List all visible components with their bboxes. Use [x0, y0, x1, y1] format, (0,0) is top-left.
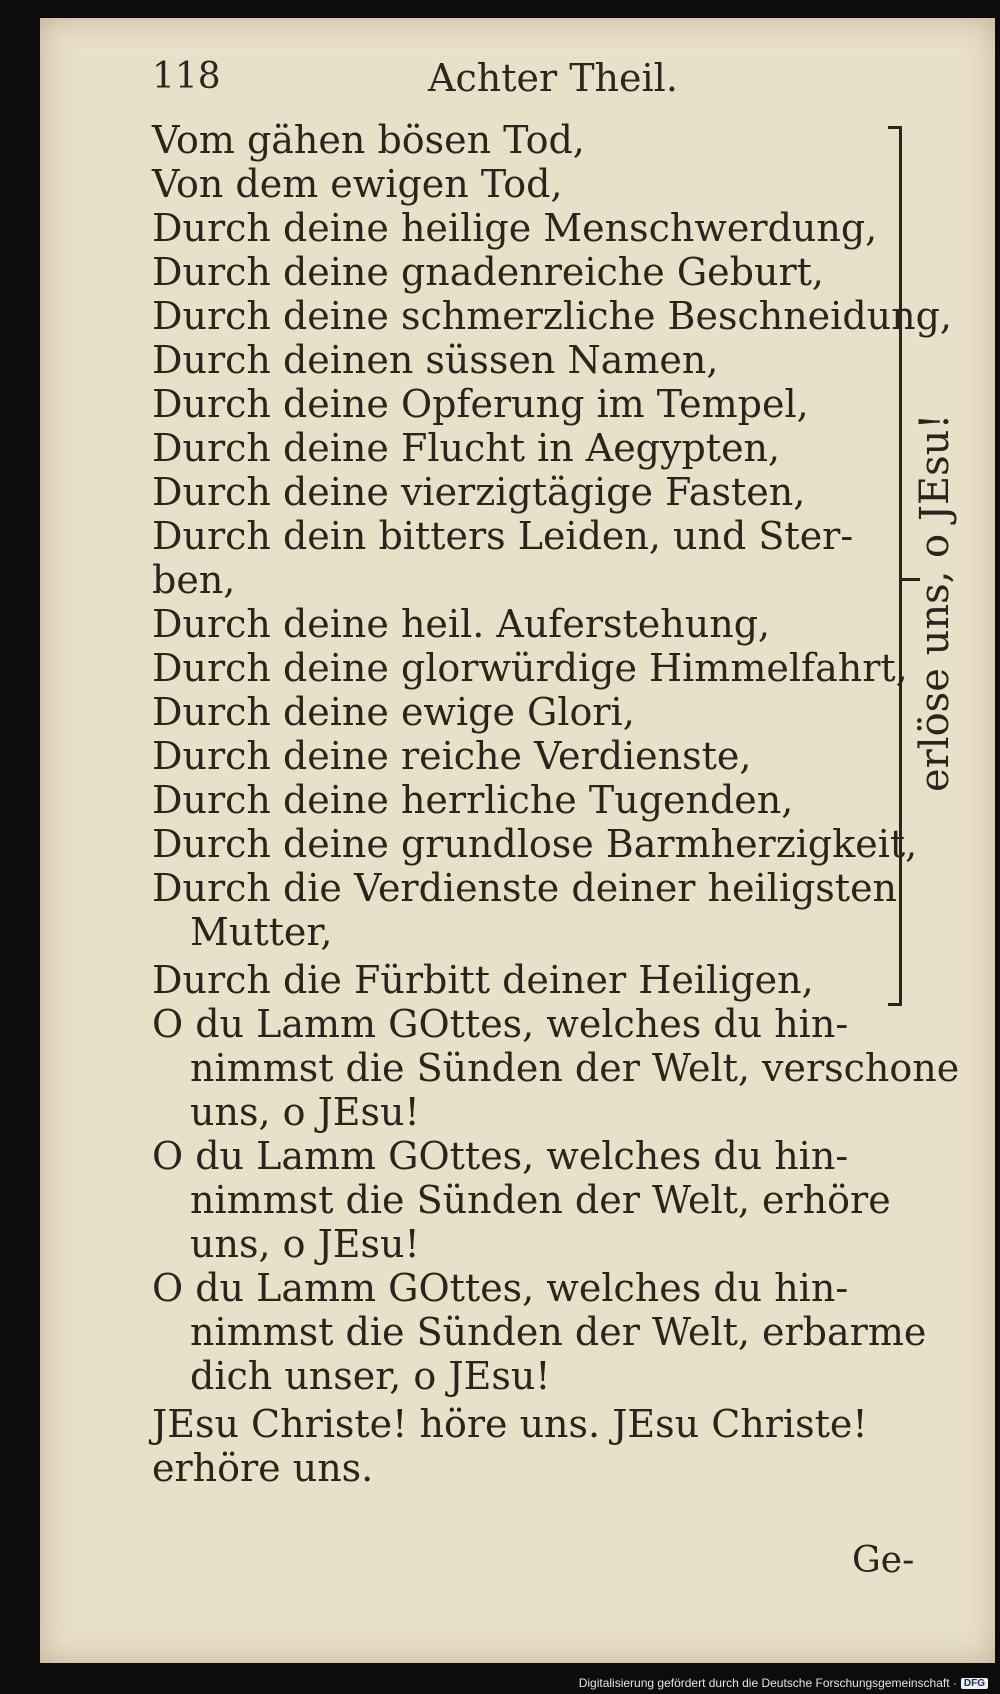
text-line: uns, o JEsu! [190, 1090, 420, 1134]
text-line: Durch die Verdienste deiner heiligsten [152, 866, 898, 910]
text-line: O du Lamm GOttes, welches du hin- [152, 1266, 849, 1310]
text-line: Vom gähen bösen Tod, [152, 118, 585, 162]
text-line: Durch deine heilige Menschwerdung, [152, 206, 878, 250]
text-line: Durch deine herrliche Tugenden, [152, 778, 794, 822]
text-line: ben, [152, 558, 236, 602]
text-line: Durch deine ewige Glori, [152, 690, 635, 734]
running-head: Achter Theil. [428, 56, 678, 100]
text-line: O du Lamm GOttes, welches du hin- [152, 1002, 849, 1046]
text-line: Durch deine schmerzliche Beschneidung, [152, 294, 953, 338]
catchword: Ge- [852, 1540, 915, 1581]
text-line: Durch deine heil. Auferstehung, [152, 602, 771, 646]
text-line: Von dem ewigen Tod, [152, 162, 563, 206]
text-line: Durch deine glorwürdige Himmelfahrt, [152, 646, 908, 690]
text-line: Durch deine grundlose Barmherzigkeit, [152, 822, 918, 866]
text-line: Durch deine gnadenreiche Geburt, [152, 250, 824, 294]
text-line: Durch deine Opferung im Tempel, [152, 382, 809, 426]
text-line: O du Lamm GOttes, welches du hin- [152, 1134, 849, 1178]
book-page [40, 18, 995, 1663]
text-line: nimmst die Sünden der Welt, verschone [190, 1046, 960, 1090]
dfg-logo-icon: DFG [961, 1678, 988, 1689]
text-line: Durch dein bitters Leiden, und Ster- [152, 514, 854, 558]
footer-credit-text: Digitalisierung gefördert durch die Deutsche Forschungsgemeinschaft · [578, 1676, 957, 1690]
text-line: nimmst die Sünden der Welt, erbarme [190, 1310, 927, 1354]
text-line: JEsu Christe! höre uns. JEsu Christe! [152, 1402, 868, 1446]
text-line: Durch die Fürbitt deiner Heiligen, [152, 958, 814, 1002]
text-line: Durch deinen süssen Namen, [152, 338, 719, 382]
brace-response: erlöse uns, o JEsu! [912, 413, 958, 793]
text-line: dich unser, o JEsu! [190, 1354, 551, 1398]
text-line: uns, o JEsu! [190, 1222, 420, 1266]
text-line: Mutter, [190, 910, 333, 954]
text-line: Durch deine reiche Verdienste, [152, 734, 752, 778]
text-line: erhöre uns. [152, 1446, 374, 1490]
text-line: Durch deine vierzigtägige Fasten, [152, 470, 806, 514]
page-number: 118 [152, 56, 221, 97]
footer-credit [579, 1676, 988, 1690]
text-line: Durch deine Flucht in Aegypten, [152, 426, 781, 470]
brace-bracket [885, 126, 902, 1006]
text-line: nimmst die Sünden der Welt, erhöre [190, 1178, 891, 1222]
